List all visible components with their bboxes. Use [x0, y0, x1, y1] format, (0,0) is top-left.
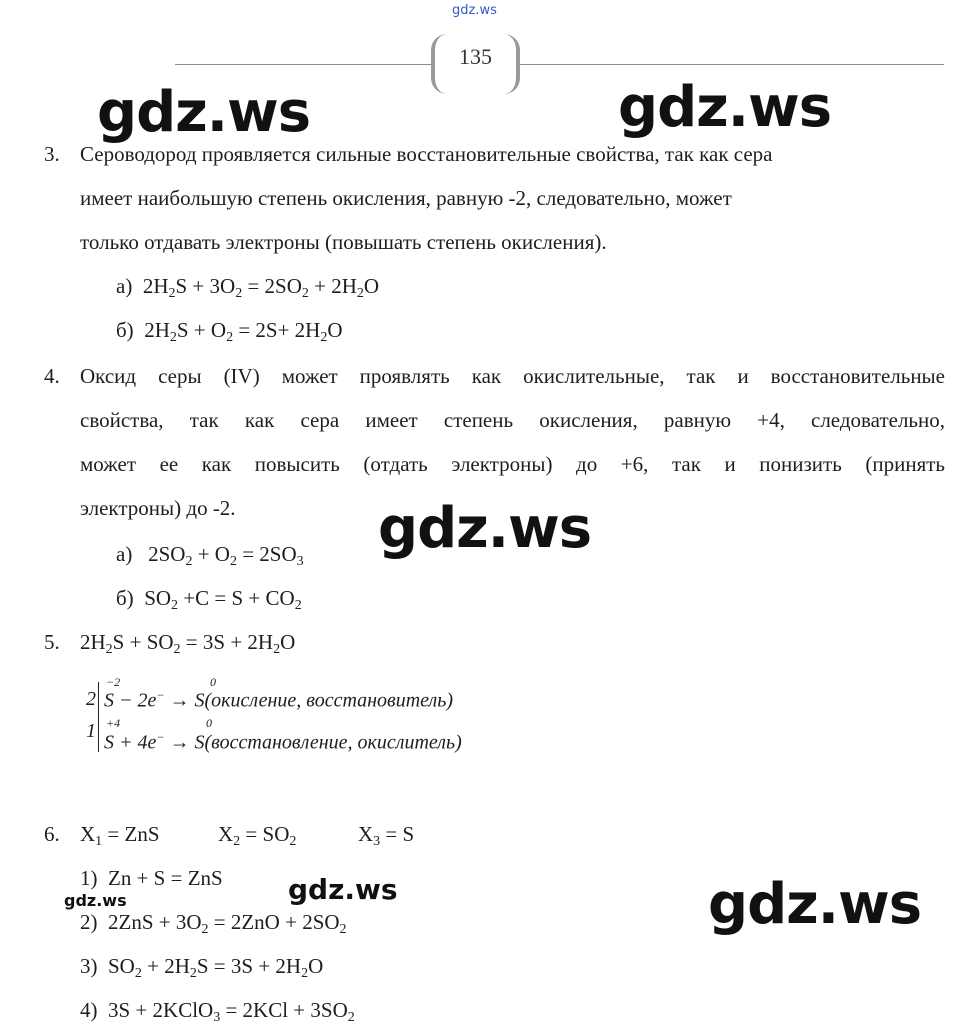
ox-state-s-zero-2: 0 [206, 716, 212, 730]
item3-line-1: Сероводород проявляется сильные восстановительные свойства, так как сера [80, 142, 773, 166]
label-1: 1) [80, 866, 98, 890]
label-a: а) [116, 274, 133, 298]
page-number: 135 [459, 44, 492, 69]
item4-line-4: электроны) до -2. [80, 496, 236, 520]
item-number-5: 5. [44, 630, 60, 654]
item4-line-2: свойства, так как сера имеет степень окисления, равную +4, следовательно, [80, 408, 945, 432]
item6-x3: $X_3 = S$ [358, 822, 415, 849]
header-rule-right [520, 64, 944, 65]
label-3: 3) [80, 954, 98, 978]
item6-x1: $X_1$ = ZnS [80, 822, 160, 849]
item4-line-3: может ее как повысить (отдать электроны) до +6, так и понизить (принять [80, 452, 945, 476]
item4-eq-a: а) $2SO_2 + O_2 = 2SO_3$ [116, 542, 304, 569]
item3-line-2: имеет наибольшую степень окисления, равную -2, следовательно, может [80, 186, 732, 210]
header-rule-left [175, 64, 431, 65]
item-number-3: 3. [44, 142, 60, 166]
ox-state-s-minus2: −2 [106, 675, 121, 689]
item-number-6: 6. [44, 822, 60, 846]
watermark-mid: gdz.ws [288, 873, 398, 906]
item3-line-3: только отдавать электроны (повышать степень окисления). [80, 230, 607, 254]
item4-eq-b: б) $SO_2 +C = S + CO_2$ [116, 586, 302, 613]
watermark-small: gdz.ws [64, 891, 127, 910]
ox-state-s-zero-1: 0 [210, 675, 216, 689]
label-4: 4) [80, 998, 98, 1022]
label-a: а) [116, 542, 133, 566]
ox-state-s-plus4: +4 [106, 716, 121, 730]
item6-eq-3: 3) $SO_2 + 2H_2S = 3S + 2H_2O$ [80, 954, 324, 981]
watermark-big-2: gdz.ws [618, 75, 832, 140]
item6-x2: $X_2 = SO_2$ [218, 822, 297, 849]
label-b: б) [116, 586, 134, 610]
label-2: 2) [80, 910, 98, 934]
item4-line-1: Оксид серы (IV) может проявлять как окислительные, так и восстановительные [80, 364, 945, 388]
label-b: б) [116, 318, 134, 342]
balance-coef-2: 1 [86, 720, 96, 742]
balance-row-1: S − 2e− → S(окисление, восстановитель) [104, 688, 454, 712]
balance-divider [98, 682, 99, 752]
item3-eq-a: а) $2H_2S + 3O_2 = 2SO_2 + 2H_2O$ [116, 274, 380, 301]
watermark-big-4: gdz.ws [708, 872, 922, 937]
page-number-box [431, 34, 520, 94]
item6-eq-1: 1) Zn + S = ZnS [80, 866, 223, 890]
item3-eq-b: б) $2H_2S + O_2 = 2S+ 2H_2O$ [116, 318, 343, 345]
item-number-4: 4. [44, 364, 60, 388]
watermark-big-1: gdz.ws [97, 80, 311, 145]
item5-equation: $2H_2S + SO_2 = 3S + 2H_2O$ [80, 630, 296, 657]
item6-eq-4: 4) 3S + 2KClO$_3$ = $2KCl + 3SO_2$ [80, 998, 355, 1025]
balance-row-2: S + 4e− → S(восстановление, окислитель) [104, 730, 462, 754]
balance-coef-1: 2 [86, 688, 96, 710]
watermark-big-3: gdz.ws [378, 496, 592, 561]
item6-eq-2: 2) $2ZnS + 3O_2 = 2ZnO + 2SO_2$ [80, 910, 347, 937]
watermark-top: gdz.ws [452, 3, 497, 18]
